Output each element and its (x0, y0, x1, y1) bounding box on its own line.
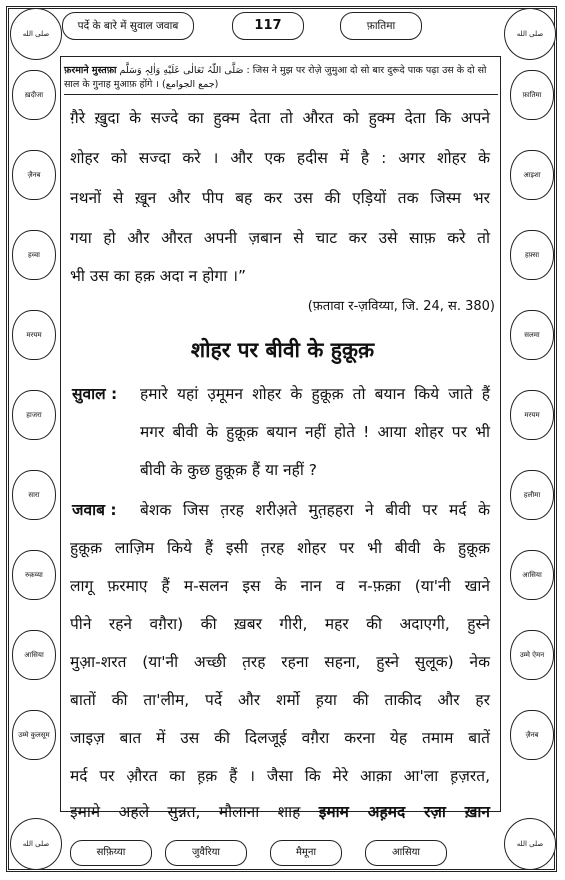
right-cartouche: हलीमा (510, 470, 554, 520)
right-cartouche: सलमा (510, 310, 554, 360)
question-label: सुवाल : (72, 385, 118, 403)
right-cartouche: हफ़्सा (510, 230, 554, 280)
left-cartouche: हाजरा (12, 390, 56, 440)
paragraph-line: गया हो और औरत अपनी ज़बान से चाट कर उसे साफ़ करे तो (70, 229, 490, 247)
question-line: मगर बीवी के हुक़ूक़ बयान नहीं होते ! आया शोहर पर भी (140, 423, 490, 441)
corner-ornament-top-right: صلى الله (504, 8, 556, 60)
note-arabic: صَلَّی اللّٰہُ تَعَالٰی عَلَیْهِ وَاٰلِہٖ وَسَلَّم (119, 65, 244, 76)
durood-note (64, 64, 498, 95)
left-cartouche: हव्वा (12, 230, 56, 280)
left-cartouche: रुक़य्या (12, 550, 56, 600)
book-title: पर्दे के बारे में सुवाल जवाब (62, 12, 194, 40)
paragraph-line: नथनों से ख़ून और पीप बह कर उस की एड़ियों तक जिस्म भर (70, 189, 490, 207)
left-cartouche: मरयम (12, 310, 56, 360)
page-number: 117 (232, 12, 304, 40)
question-line: हमारे यहां उ़मूमन शोहर के हुक़ूक़ तो बयान किये जाते हैं (140, 385, 490, 403)
question-line: बीवी के कुछ हुक़ूक़ हैं या नहीं ? (140, 461, 318, 479)
right-cartouche: मरयम (510, 390, 554, 440)
left-cartouche: ख़दीजा (12, 70, 56, 120)
note-source: (جمع الجوامع) (162, 79, 219, 90)
paragraph-line: ग़ैरे ख़ुदा के सज्दे का हुक्म देता तो औरत को हुक्म देता कि अपने (70, 109, 490, 127)
answer-final-prefix: इमामे अहले सुन्नत, मौलाना शाह (70, 803, 301, 821)
note-text: : जिस ने मुझ पर रोज़े जुमुआ दो सो बार दुरूदे पाक पढ़ा उस के दो सो साल के गुनाह मुआफ़ होंगे । (64, 65, 487, 90)
right-cartouche: आसिया (510, 550, 554, 600)
answer-line: मुआ़-शरत (या'नी अच्छी त़रह रहना सहना, हुस्ने सुलूक) नेक (70, 653, 490, 671)
bottom-cartouche: सफ़िय्या (70, 840, 152, 866)
section-heading: शोहर पर बीवी के हुक़ूक़ (190, 338, 375, 362)
answer-line-final (70, 800, 490, 822)
header-name: फ़ातिमा (340, 12, 422, 40)
answer-line: बेशक जिस त़रह शरीअ़ते मुत़हहरा ने बीवी पर मर्द के (140, 501, 490, 519)
left-cartouche: आसिया (12, 630, 56, 680)
bottom-cartouche: जुवैरिया (165, 840, 247, 866)
corner-ornament-top-left: صلى الله (10, 8, 62, 60)
bottom-cartouche: मैमूना (270, 840, 342, 866)
corner-ornament-bottom-right: صلى الله (504, 818, 556, 870)
answer-line: बातों की ता'लीम, पर्दे और शर्मो ह़या की ताकीद और हर (70, 691, 490, 709)
corner-ornament-bottom-left: صلى الله (10, 818, 62, 870)
note-label: फ़रमाने मुस्तफ़ा (64, 65, 117, 76)
left-cartouche: ज़ैनब (12, 150, 56, 200)
paragraph-line: शोहर को सज्दा करे । और एक हदीस में है : अगर शोहर के (70, 149, 490, 167)
author-name: इमाम अह़मद रज़ा ख़ान (318, 803, 490, 821)
paragraph-line: भी उस का हक़ अदा न होगा ।” (70, 267, 247, 285)
answer-line: हुक़ूक़ लाज़िम किये हैं इसी त़रह शोहर पर भी बीवी के हुक़ूक़ (70, 539, 490, 557)
answer-line: मर्द पर औ़रत का ह़क़ हैं । जैसा कि मेरे आक़ा आ'ला ह़ज़रत, (70, 767, 490, 785)
answer-line: लागू फ़रमाए हैं म-सलन इस के नान व न-फ़क़ा (या'नी खाने (70, 577, 490, 595)
bottom-cartouche: आसिया (365, 840, 447, 866)
right-cartouche: फ़ातिमा (510, 70, 554, 120)
right-cartouche: उम्मे ऐमन (510, 630, 554, 680)
answer-label: जवाब : (72, 501, 117, 519)
left-cartouche: उम्मे कुलसूम (12, 710, 56, 760)
answer-line: जाइज़ बात में उस की दिलजूई वग़ैरा करना येह तमाम बातें (70, 729, 490, 747)
right-cartouche: आइशा (510, 150, 554, 200)
right-cartouche: ज़ैनब (510, 710, 554, 760)
citation: (फ़तावा र-ज़विय्या, जि. 24, स. 380) (307, 299, 495, 314)
left-cartouche: सारा (12, 470, 56, 520)
answer-line: पीने रहने वग़ैरा) की ख़बर गीरी, महर की अदाएगी, हुस्ने (70, 615, 490, 633)
